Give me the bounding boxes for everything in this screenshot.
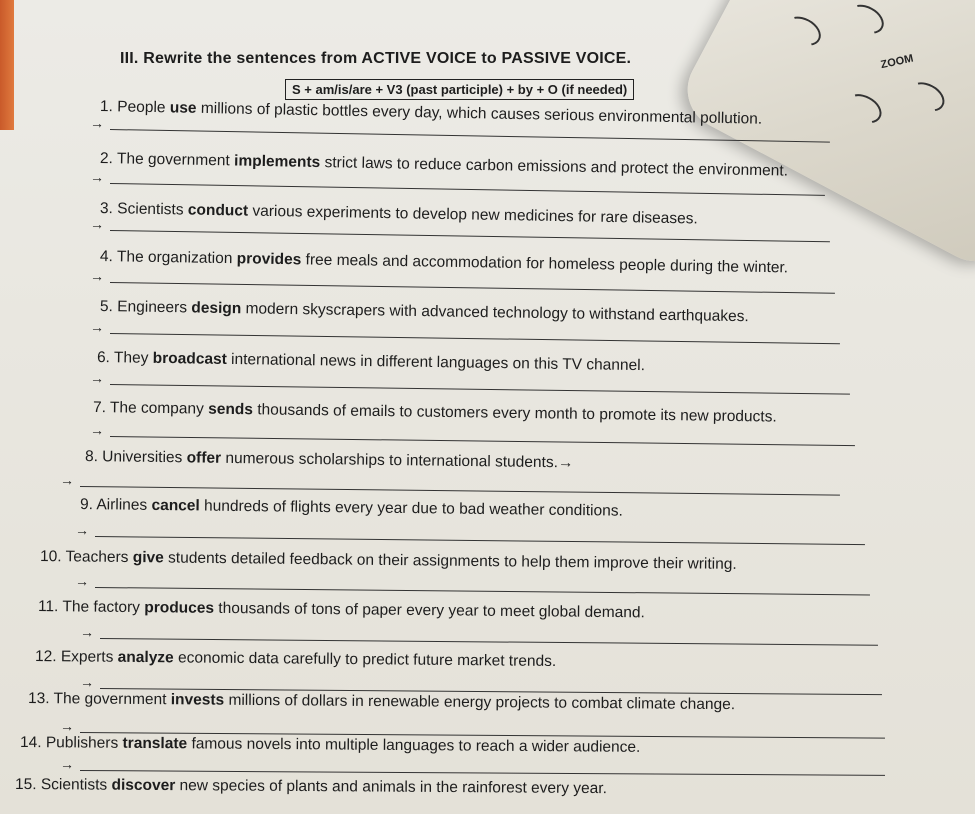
item-text: The government: [116, 150, 235, 170]
remote-button-icon: [841, 88, 887, 129]
item-verb: invests: [170, 691, 225, 709]
item-number: 6.: [96, 349, 115, 367]
item-text: Publishers: [45, 734, 123, 752]
item-verb: offer: [186, 449, 222, 467]
item-number: 14.: [19, 734, 46, 752]
item-number: 4.: [99, 248, 118, 266]
item-verb: use: [169, 99, 197, 117]
item-text: various experiments to develop new medicines for rare diseases.: [247, 202, 698, 228]
item-text: People: [117, 98, 170, 117]
remote-button-icon: [780, 11, 826, 52]
item-text: Engineers: [117, 298, 192, 317]
item-number: 12.: [34, 648, 61, 666]
item-text: Teachers: [65, 548, 133, 567]
item-number: 5.: [99, 298, 118, 316]
answer-arrow-icon: →: [90, 422, 104, 438]
item-text: modern skyscrapers with advanced technology to withstand earthquakes.: [241, 300, 749, 326]
answer-arrow-icon: →: [60, 718, 74, 734]
item-text: thousands of tons of paper every year to meet global demand.: [213, 599, 645, 622]
item-text: The organization: [116, 248, 237, 268]
item-text: Experts: [60, 648, 118, 666]
remote-button-icon: [843, 0, 889, 40]
answer-arrow-icon: →: [90, 216, 104, 232]
item-text: economic data carefully to predict future market trends.: [173, 649, 557, 671]
item-verb: broadcast: [152, 349, 227, 368]
answer-arrow-icon: →: [80, 624, 94, 640]
item-text: The factory: [62, 598, 145, 617]
item-number: 11.: [37, 598, 63, 616]
passive-formula-box: S + am/is/are + V3 (past participle) + by + O (if needed): [285, 79, 634, 100]
item-text: strict laws to reduce carbon emissions and protect the environment.: [320, 154, 789, 180]
item-text: They: [113, 349, 153, 367]
item-verb: implements: [233, 152, 321, 172]
answer-arrow-icon: →: [60, 472, 74, 488]
item-verb: translate: [122, 734, 188, 753]
item-text: free meals and accommodation for homeless people during the winter.: [301, 251, 789, 277]
item-verb: produces: [144, 599, 215, 617]
item-text: hundreds of flights every year due to bad weather conditions.: [199, 497, 623, 520]
answer-arrow-icon: →: [90, 268, 104, 284]
answer-arrow-icon: →: [90, 370, 104, 386]
item-number: 1.: [99, 98, 118, 116]
answer-arrow-icon: →: [80, 674, 94, 690]
item-text: millions of plastic bottles every day, which causes serious environmental pollution.: [196, 99, 763, 128]
item-text: thousands of emails to customers every month to promote its new products.: [252, 401, 777, 426]
item-text: students detailed feedback on their assignments to help them improve their writing.: [163, 549, 737, 573]
item-number: 9.: [79, 496, 97, 514]
item-number: 3.: [99, 200, 118, 218]
item-number: 8.: [84, 448, 103, 466]
item-text: The government: [53, 690, 171, 709]
item-text: Scientists: [117, 200, 189, 219]
item-number: 7.: [92, 399, 111, 417]
item-text: The company: [109, 399, 209, 418]
item-text: numerous scholarships to international students.→: [220, 449, 574, 472]
item-text: Scientists: [40, 776, 112, 794]
item-verb: analyze: [117, 648, 174, 667]
item-text: new species of plants and animals in the rainforest every year.: [175, 777, 607, 798]
item-verb: design: [191, 299, 242, 318]
answer-arrow-icon: →: [75, 573, 89, 589]
answer-arrow-icon: →: [90, 319, 104, 335]
item-verb: give: [132, 549, 164, 567]
item-text: millions of dollars in renewable energy projects to combat climate change.: [224, 691, 736, 714]
item-number: 15.: [14, 776, 41, 794]
remote-button-icon: [904, 76, 950, 117]
item-text: international news in different languages on this TV channel.: [226, 350, 646, 375]
background-object: [0, 0, 14, 130]
answer-arrow-icon: →: [60, 756, 74, 772]
answer-arrow-icon: →: [90, 115, 104, 131]
item-text: Airlines: [96, 496, 152, 514]
answer-arrow-icon: →: [75, 522, 89, 538]
item-text: Universities: [102, 448, 187, 467]
exercise-title: III. Rewrite the sentences from ACTIVE VOICE to PASSIVE VOICE.: [120, 50, 632, 67]
item-text: famous novels into multiple languages to reach a wider audience.: [187, 735, 641, 756]
item-verb: conduct: [187, 201, 249, 220]
item-verb: sends: [208, 400, 254, 419]
answer-arrow-icon: →: [90, 169, 104, 185]
item-number: 2.: [99, 150, 118, 168]
item-verb: provides: [236, 250, 302, 269]
remote-zoom-label: ZOOM: [879, 52, 915, 72]
item-verb: discover: [111, 776, 176, 795]
item-verb: cancel: [151, 496, 200, 515]
item-number: 13.: [27, 690, 54, 708]
item-number: 10.: [39, 548, 66, 566]
